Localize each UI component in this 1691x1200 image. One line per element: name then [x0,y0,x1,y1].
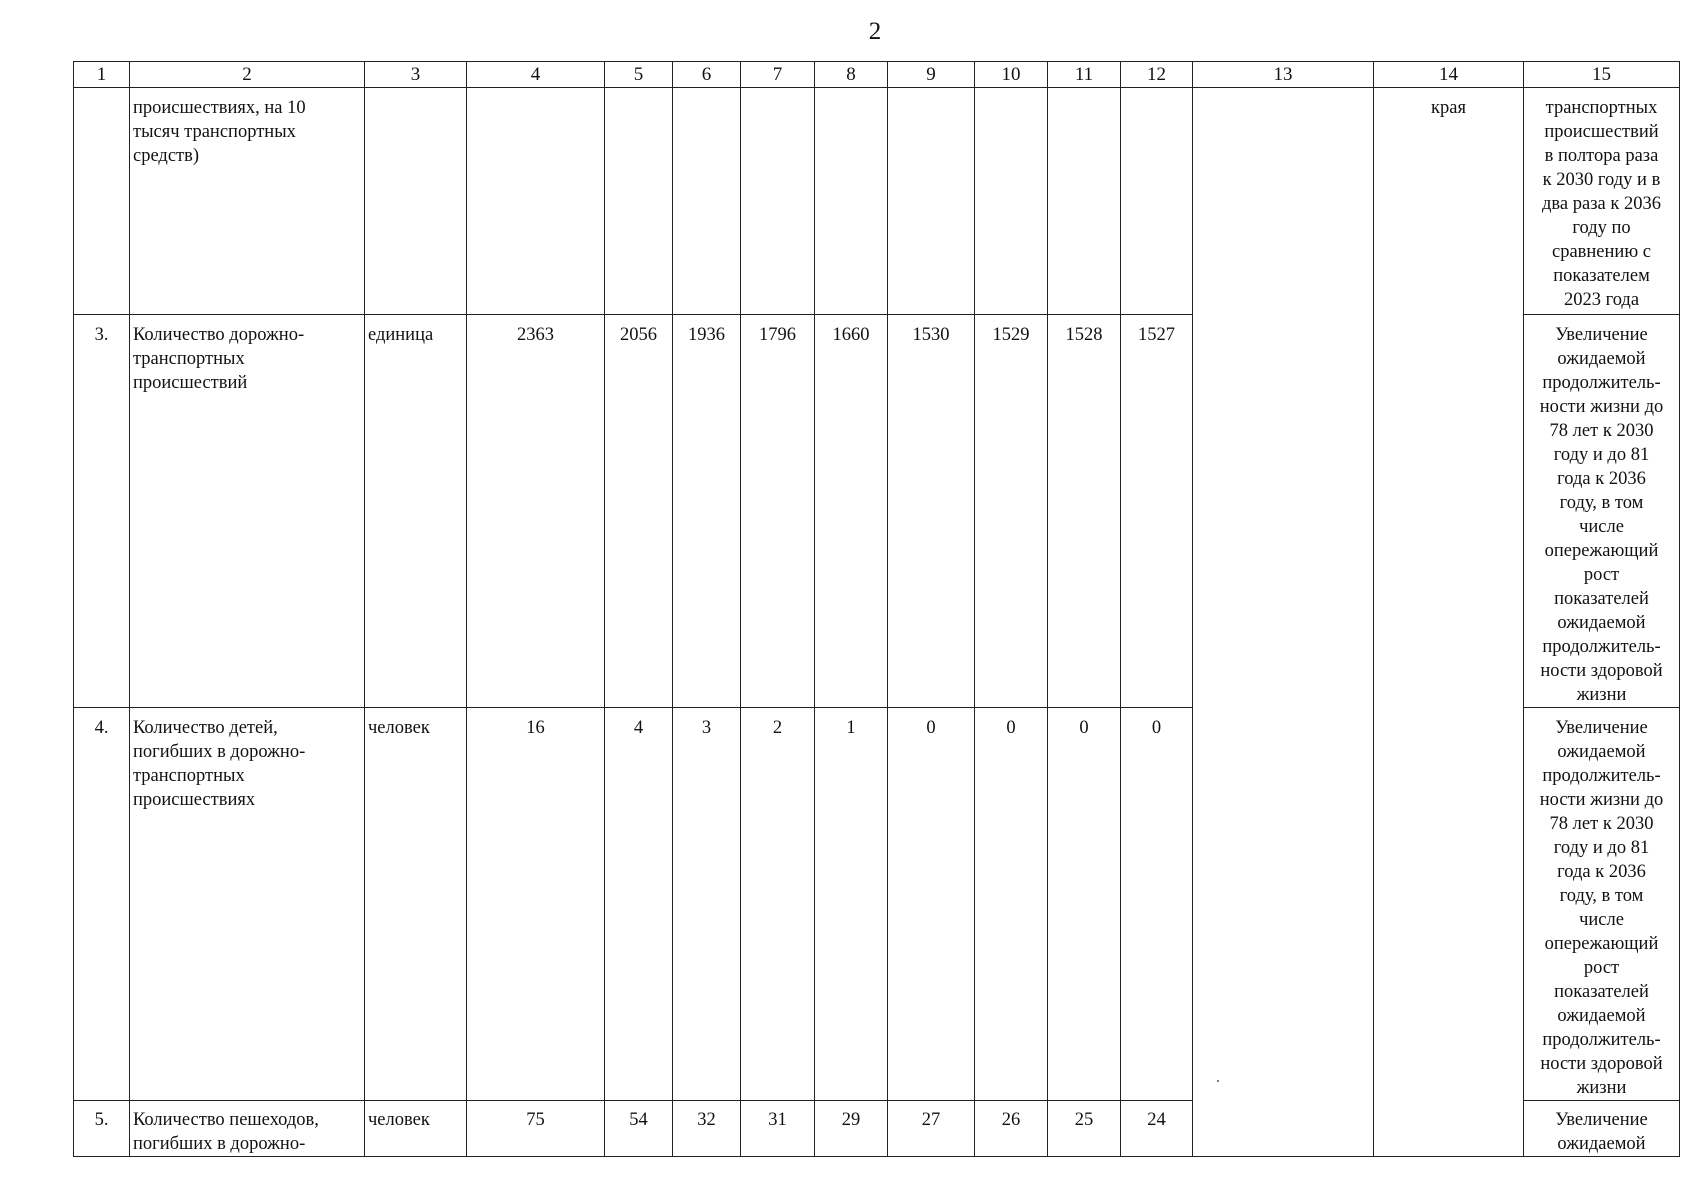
column-13-cell [1193,88,1374,1157]
value-cell [888,88,975,315]
indicator-name-cell: Количество пешеходов, погибших в дорожно- [130,1101,365,1157]
value-cell: 4 [605,708,673,1101]
value-cell: 54 [605,1101,673,1157]
value-cell: 26 [975,1101,1048,1157]
value-cell [605,88,673,315]
header-cell: 5 [605,62,673,88]
value-cell: 1527 [1121,315,1193,708]
table-row [74,88,1680,315]
row-number-cell: 5. [74,1101,130,1157]
row-number-cell: 3. [74,315,130,708]
header-cell: 9 [888,62,975,88]
row-number-cell: 4. [74,708,130,1101]
value-cell: 0 [1048,708,1121,1101]
value-cell: 1529 [975,315,1048,708]
column-14-cell: края [1374,88,1524,1157]
indicator-name-cell: Количество детей, погибших в дорожно- транспортных происшествиях [130,708,365,1101]
value-cell: 25 [1048,1101,1121,1157]
value-cell: 2056 [605,315,673,708]
header-cell: 8 [815,62,888,88]
value-cell [741,88,815,315]
header-cell: 15 [1524,62,1680,88]
goal-text-cell: Увеличение ожидаемой [1524,1101,1680,1157]
unit-cell [365,88,467,315]
value-cell: 0 [888,708,975,1101]
indicator-name-cell: происшествиях, на 10 тысяч транспортных средств) [130,88,365,315]
value-cell: 1796 [741,315,815,708]
indicator-name-cell: Количество дорожно- транспортных происшествий [130,315,365,708]
value-cell: 32 [673,1101,741,1157]
value-cell [673,88,741,315]
value-cell: 3 [673,708,741,1101]
goal-text-cell: Увеличение ожидаемой продолжитель- ности жизни до 78 лет к 2030 году и до 81 года к 2036 году, в том числе опережающий рост показателей ожидаемой продолжитель- ности здоровой жизни [1524,315,1680,708]
value-cell: 2363 [467,315,605,708]
value-cell: 75 [467,1101,605,1157]
goal-text-cell: транспортных происшествий в полтора раза к 2030 году и в два раза к 2036 году по сравнению с показателем 2023 года [1524,88,1680,315]
value-cell: 29 [815,1101,888,1157]
value-cell: 1660 [815,315,888,708]
value-cell [815,88,888,315]
value-cell: 31 [741,1101,815,1157]
value-cell: 2 [741,708,815,1101]
header-cell: 11 [1048,62,1121,88]
header-cell: 4 [467,62,605,88]
value-cell [975,88,1048,315]
value-cell: 0 [1121,708,1193,1101]
value-cell: 24 [1121,1101,1193,1157]
header-cell: 7 [741,62,815,88]
table-header-row [74,62,1680,88]
header-cell: 1 [74,62,130,88]
value-cell: 27 [888,1101,975,1157]
unit-cell: единица [365,315,467,708]
unit-cell: человек [365,708,467,1101]
header-cell: 12 [1121,62,1193,88]
header-cell: 3 [365,62,467,88]
header-cell: 14 [1374,62,1524,88]
value-cell: 1528 [1048,315,1121,708]
goal-text-cell: Увеличение ожидаемой продолжитель- ности жизни до 78 лет к 2030 году и до 81 года к 2036 году, в том числе опережающий рост показателей ожидаемой продолжитель- ности здоровой жизни [1524,708,1680,1101]
scan-speck [1217,1080,1219,1082]
unit-cell: человек [365,1101,467,1157]
header-cell: 6 [673,62,741,88]
header-cell: 2 [130,62,365,88]
value-cell: 1936 [673,315,741,708]
value-cell [467,88,605,315]
indicators-table [73,61,1680,1157]
header-cell: 10 [975,62,1048,88]
value-cell: 0 [975,708,1048,1101]
value-cell [1121,88,1193,315]
page-number: 2 [868,18,882,45]
row-number-cell [74,88,130,315]
value-cell: 1 [815,708,888,1101]
value-cell [1048,88,1121,315]
value-cell: 16 [467,708,605,1101]
header-cell: 13 [1193,62,1374,88]
value-cell: 1530 [888,315,975,708]
